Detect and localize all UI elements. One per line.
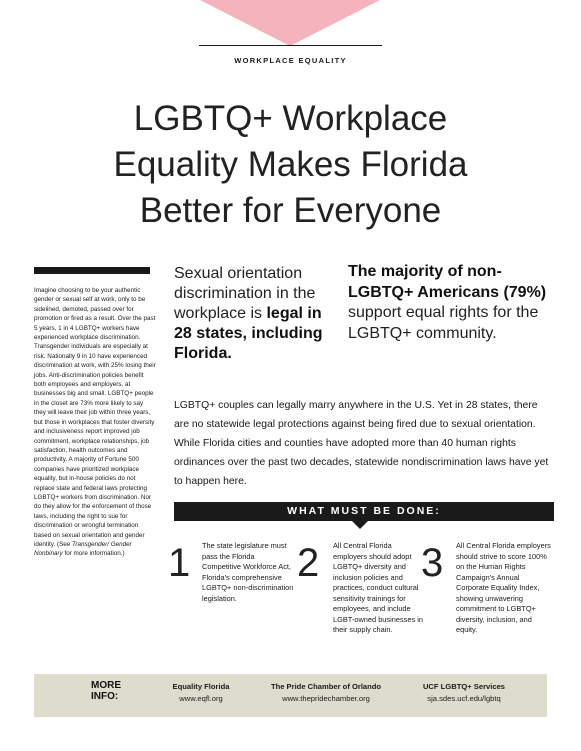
section-eyebrow: WORKPLACE EQUALITY — [234, 56, 347, 65]
org-ucf-lgbtq — [404, 681, 524, 705]
step-number: 1 — [168, 541, 191, 585]
org-url[interactable]: www.eqfl.org — [179, 694, 223, 703]
header-rule — [199, 45, 382, 46]
decorative-pink-triangle — [200, 0, 380, 46]
callout-majority-support — [348, 262, 548, 344]
org-url[interactable]: sja.sdes.ucf.edu/lgbtq — [427, 694, 501, 703]
sidebar-text — [34, 286, 156, 559]
step-number: 2 — [297, 541, 320, 585]
org-name: UCF LGBTQ+ Services — [422, 682, 506, 691]
callout-legal-states — [174, 264, 340, 364]
callout-left-bold: legal in 28 states, including Florida. — [174, 305, 323, 362]
page-title — [30, 96, 551, 234]
actions-heading: WHAT MUST BE DONE: — [174, 502, 554, 521]
step-text: All Central Florida employers should adopt LGBTQ+ diversity and inclusion policies and practices, conduct cultural sensitivity trainings for employees, and include LGBT-owned businesses in their supply chain. — [333, 541, 423, 634]
step-number: 3 — [421, 541, 444, 585]
org-name: The Pride Chamber of Orlando — [270, 682, 382, 691]
banner-notch — [352, 521, 368, 529]
title-line: Better for Everyone — [139, 191, 442, 230]
callout-left-plain: Sexual orientation discrimination in the workplace is — [174, 265, 316, 322]
org-name: Equality Florida — [172, 682, 230, 691]
callout-right-plain: support equal rights for the LGBTQ+ community. — [348, 304, 539, 342]
sidebar-text-main: Imagine choosing to be your authentic gender or sexual self at work, only to be sidelined, demoted, passed over for promotion or fired as a result. Over the past 5 years, 1 in 4 LGBTQ+ workers have experienced workplace discrimination. Transgender individuals are especially at risk. Nationally 9 in 10 have experienced discrimination at work, with 25% losing their jobs. Anti-discrimination policies benefit both employees and employers, at businesses big and small. LGBTQ+ people in the closet are 73% more likely to say they will leave their job within three years, but those in workplaces that foster diversity and inclusiveness report improved job commitment, workplace relationships, job satisfaction, health outcomes and productivity. A majority of Fortune 500 companies have prioritized workplace equality, but in-house policies do not replace state and federal laws protecting LGBTQ+ workers from discrimination. Nor do they allow for the enforcement of those laws, including the right to sue for discrimination or wrongful termination based on sexual orientation and gender identity. (See — [34, 287, 156, 548]
title-line: Equality Makes Florida — [113, 145, 468, 184]
org-url[interactable]: www.thepridechamber.org — [282, 694, 370, 703]
body-paragraph: LGBTQ+ couples can legally marry anywhere in the U.S. Yet in 28 states, there are no statewide legal protections against being fired due to sexual orientation. While Florida cities and counties have adopted more than 40 human rights ordinances over the past two decades, statewide nondiscrimination laws have yet to happen here. — [174, 400, 549, 487]
sidebar-accent-bar — [34, 267, 150, 274]
more-info-label — [91, 680, 131, 702]
more-info-line: MORE — [91, 680, 121, 691]
callout-right-bold: The majority of non-LGBTQ+ Americans (79%) — [348, 263, 547, 301]
sidebar-text-end: for more information.) — [62, 550, 125, 558]
more-info-line: INFO: — [91, 691, 119, 702]
org-equality-florida — [146, 681, 256, 705]
step-text: All Central Florida employers should strive to score 100% on the Human Rights Campaign's Annual Corporate Equality Index, showing unwavering commitment to LGBTQ+ diversity, inclusion, and equity. — [456, 541, 551, 634]
sidebar-text-italic: Transgender/ Gender Nonbinary — [34, 540, 132, 558]
org-pride-chamber — [256, 681, 396, 705]
title-line: LGBTQ+ Workplace — [133, 99, 448, 138]
step-text: The state legislature must pass the Florida Competitive Workforce Act, Florida's comprehensive LGBTQ+ non-discrimination legislation. — [202, 541, 294, 603]
